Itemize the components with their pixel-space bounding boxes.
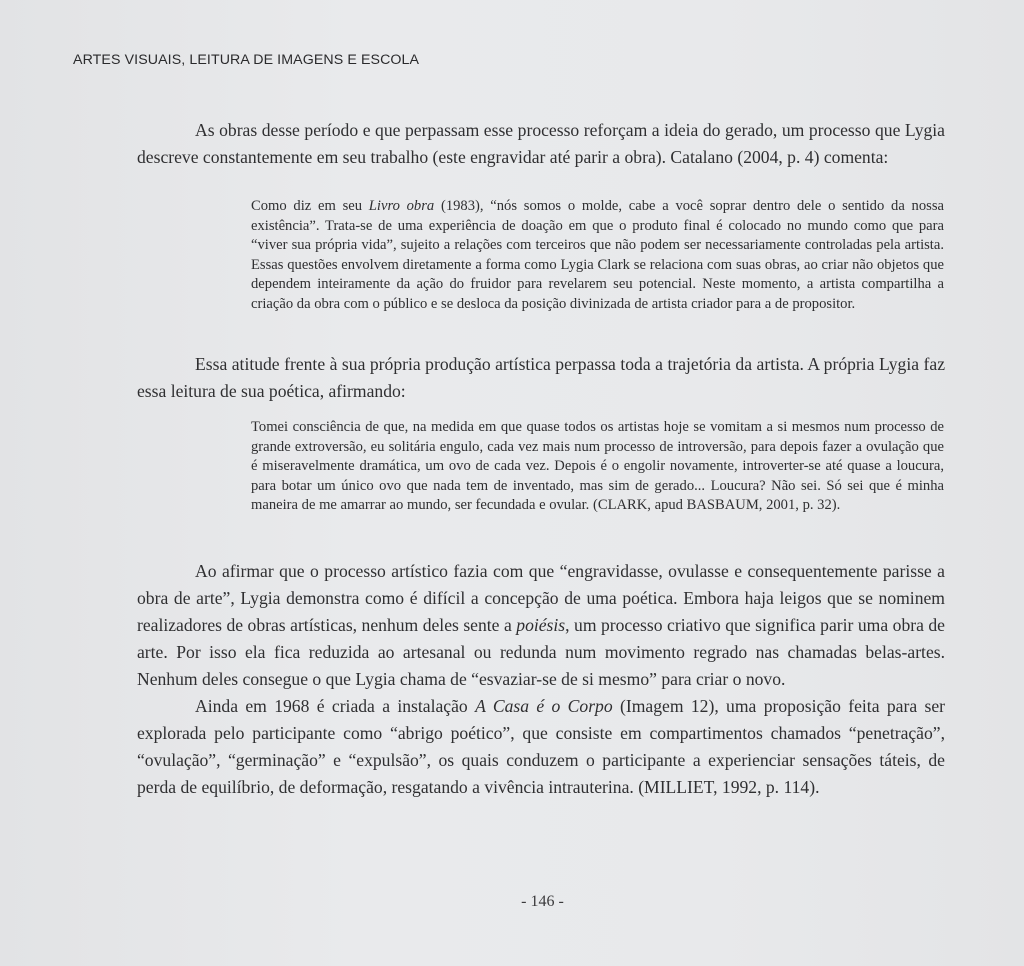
paragraph-4-text-b: (Imagem 12), uma proposição feita para ser explorada pelo participante como “abrigo poético”, que consiste em compartimentos chamados “penetração”, “ovulação”, “germinação” e “expulsão”, os quais conduzem o participante a experienciar sensações táteis, de perda de equilíbrio, de deformação, resgatando a vivência intrauterina. (MILLIET, 1992, p. 114). [137,696,945,797]
paragraph-4-work-title: A Casa é o Corpo [475,696,613,716]
paragraph-4-text-a: Ainda em 1968 é criada a instalação [195,696,476,716]
paragraph-1: As obras desse período e que perpassam esse processo reforçam a ideia do gerado, um processo que Lygia descreve constantemente em seu trabalho (este engravidar até parir a obra). Catalano (2004, p. 4) comenta: [137,120,945,167]
paragraph-3 [137,558,945,693]
block-quote-2: Tomei consciência de que, na medida em que quase todos os artistas hoje se vomitam a si mesmos num processo de grande extroversão, eu solitária engulo, cada vez mais num processo de introversão, para depois fazer a ovulação que é miseravelmente dramática, um ovo de cada vez. Depois é o engolir novamente, introverter-se até quase a loucura, para botar um único ovo que nada tem de inventado, mas sim de gerado... Loucura? Não sei. Só sei que é minha maneira de me amarrar ao mundo, ser fecundada e ovular. (CLARK, apud BASBAUM, 2001, p. 32). [251,419,944,514]
quote-1-text-b: (1983), “nós somos o molde, cabe a você soprar dentro dele o sentido da nossa existência”. Trata-se de uma experiência de doação em que o produto final é colocado no mundo como que para “viver sua própria vida”, sujeito a relações com terceiros que não podem ser necessariamente controladas pela artista. Essas questões envolvem diretamente a forma como Lygia Clark se relaciona com suas obras, ao criar não objetos que dependem inteiramente da ação do fruidor para revelarem seu potencial. Neste momento, a artista compartilha a criação da obra com o público e se desloca da posição divinizada de artista criador para a de propositor. [251,198,944,312]
paragraph-3-text-b: , um processo criativo que significa parir uma obra de arte. Por isso ela fica reduzida ao artesanal ou redunda num movimento regrado nas chamadas belas-artes. Nenhum deles consegue o que Lygia chama de “esvaziar-se de si mesmo” para criar o novo. [137,615,945,689]
quote-1-text-a: Como diz em seu [251,198,369,214]
paragraph-3-term: poiésis [516,615,566,635]
paragraph-2: Essa atitude frente à sua própria produção artística perpassa toda a trajetória da artista. A própria Lygia faz essa leitura de sua poética, afirmando: [137,354,945,401]
block-quote-1 [251,197,944,315]
paragraph-3-text-a: Ao afirmar que o processo artístico fazia com que “engravidasse, ovulasse e consequentemente parisse a obra de arte”, Lygia demonstra como é difícil a concepção de uma poética. Embora haja leigos que se nominem realizadores de obras artísticas, nenhum deles sente a [137,561,945,635]
page-number: - 146 - [521,893,564,910]
quote-1-book-title: Livro obra [368,198,435,214]
running-header: ARTES VISUAIS, LEITURA DE IMAGENS E ESCOLA [73,52,420,68]
paragraph-4 [137,693,945,801]
